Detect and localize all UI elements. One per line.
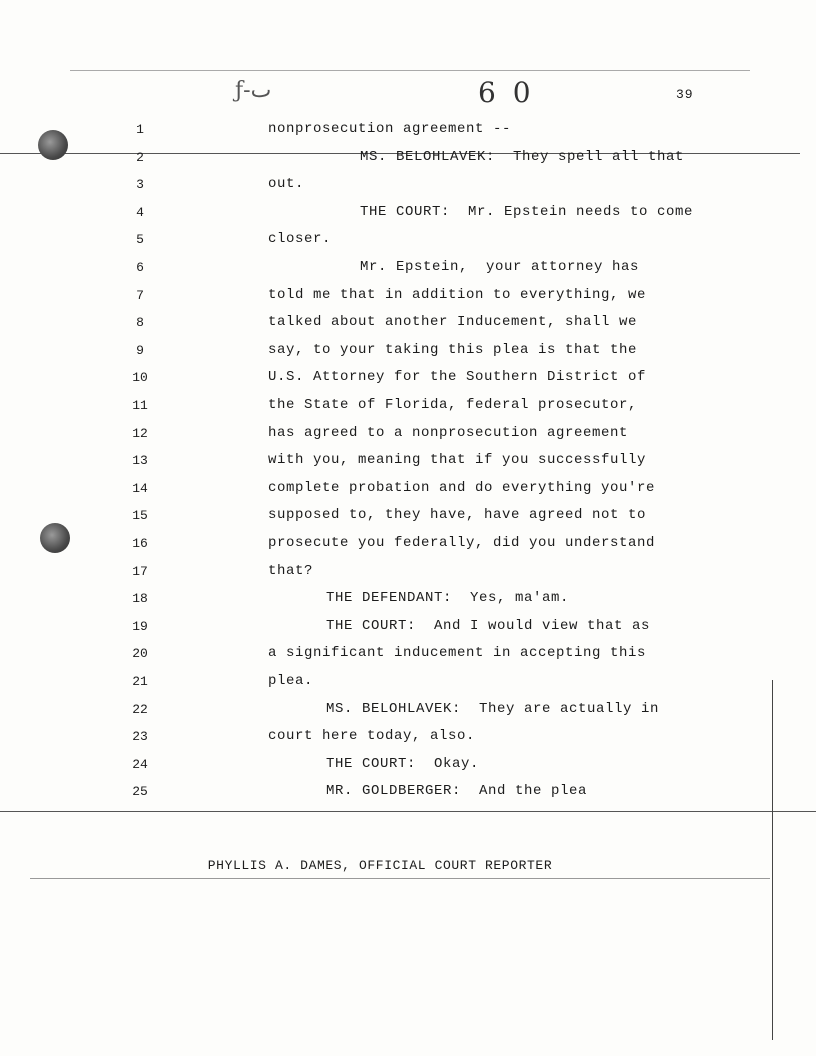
- line-number: 17: [132, 564, 148, 579]
- transcript-line: a significant inducement in accepting this: [268, 645, 647, 661]
- punch-hole-middle: [40, 523, 70, 553]
- line-number: 4: [136, 205, 144, 220]
- transcript-line: U.S. Attorney for the Southern District of: [268, 369, 647, 385]
- transcript-line: has agreed to a nonprosecution agreement: [268, 425, 629, 441]
- transcript-line: THE COURT: Okay.: [326, 756, 480, 772]
- line-number: 7: [136, 288, 144, 303]
- line-number: 8: [136, 315, 144, 330]
- line-number: 11: [132, 398, 148, 413]
- line-number: 13: [132, 453, 148, 468]
- line-number: 23: [132, 729, 148, 744]
- transcript-line: MR. GOLDBERGER: And the plea: [326, 783, 588, 799]
- transcript-line: court here today, also.: [268, 728, 476, 744]
- handwritten-mark-right: 6 0: [478, 76, 535, 109]
- line-number: 24: [132, 757, 148, 772]
- line-23-strike-rule: [0, 811, 816, 812]
- transcript-line: prosecute you federally, did you understand: [268, 535, 656, 551]
- line-number: 9: [136, 343, 144, 358]
- line-number: 12: [132, 426, 148, 441]
- transcript-line: say, to your taking this plea is that the: [268, 342, 638, 358]
- line-number: 10: [132, 370, 148, 385]
- line-number: 18: [132, 591, 148, 606]
- page-number: 39: [676, 87, 694, 102]
- transcript-line: out.: [268, 176, 305, 192]
- line-number: 15: [132, 508, 148, 523]
- line-number: 3: [136, 177, 144, 192]
- transcript-line: THE COURT: And I would view that as: [326, 618, 651, 634]
- right-margin-line: [772, 680, 773, 1040]
- handwritten-mark-left: ƒ-ٮ: [235, 78, 272, 103]
- transcript-line: supposed to, they have, have agreed not to: [268, 507, 647, 523]
- bottom-scan-line: [30, 878, 770, 879]
- line-number: 6: [136, 260, 144, 275]
- line-number: 5: [136, 232, 144, 247]
- line-number: 14: [132, 481, 148, 496]
- transcript-line: THE COURT: Mr. Epstein needs to come: [360, 204, 694, 220]
- line-number: 2: [136, 150, 144, 165]
- line-number: 19: [132, 619, 148, 634]
- line-number: 22: [132, 702, 148, 717]
- transcript-line: with you, meaning that if you successfully: [268, 452, 647, 468]
- line-number: 25: [132, 784, 148, 799]
- transcript-line: nonprosecution agreement --: [268, 121, 512, 137]
- punch-hole-top: [38, 130, 68, 160]
- court-reporter-footer: PHYLLIS A. DAMES, OFFICIAL COURT REPORTER: [207, 858, 553, 873]
- line-number: 21: [132, 674, 148, 689]
- line-number: 1: [136, 122, 144, 137]
- transcript-line: Mr. Epstein, your attorney has: [360, 259, 640, 275]
- line-number: 16: [132, 536, 148, 551]
- transcript-line: MS. BELOHLAVEK: They are actually in: [326, 701, 660, 717]
- transcript-line: talked about another Inducement, shall we: [268, 314, 638, 330]
- transcript-line: told me that in addition to everything, we: [268, 287, 647, 303]
- transcript-line: closer.: [268, 231, 332, 247]
- transcript-line: THE DEFENDANT: Yes, ma'am.: [326, 590, 570, 606]
- transcript-line: complete probation and do everything you're: [268, 480, 656, 496]
- line-number: 20: [132, 646, 148, 661]
- transcript-line: plea.: [268, 673, 314, 689]
- top-scan-line: [70, 70, 750, 71]
- transcript-line: the State of Florida, federal prosecutor,: [268, 397, 638, 413]
- transcript-line: MS. BELOHLAVEK: They spell all that: [360, 149, 685, 165]
- transcript-line: that?: [268, 563, 314, 579]
